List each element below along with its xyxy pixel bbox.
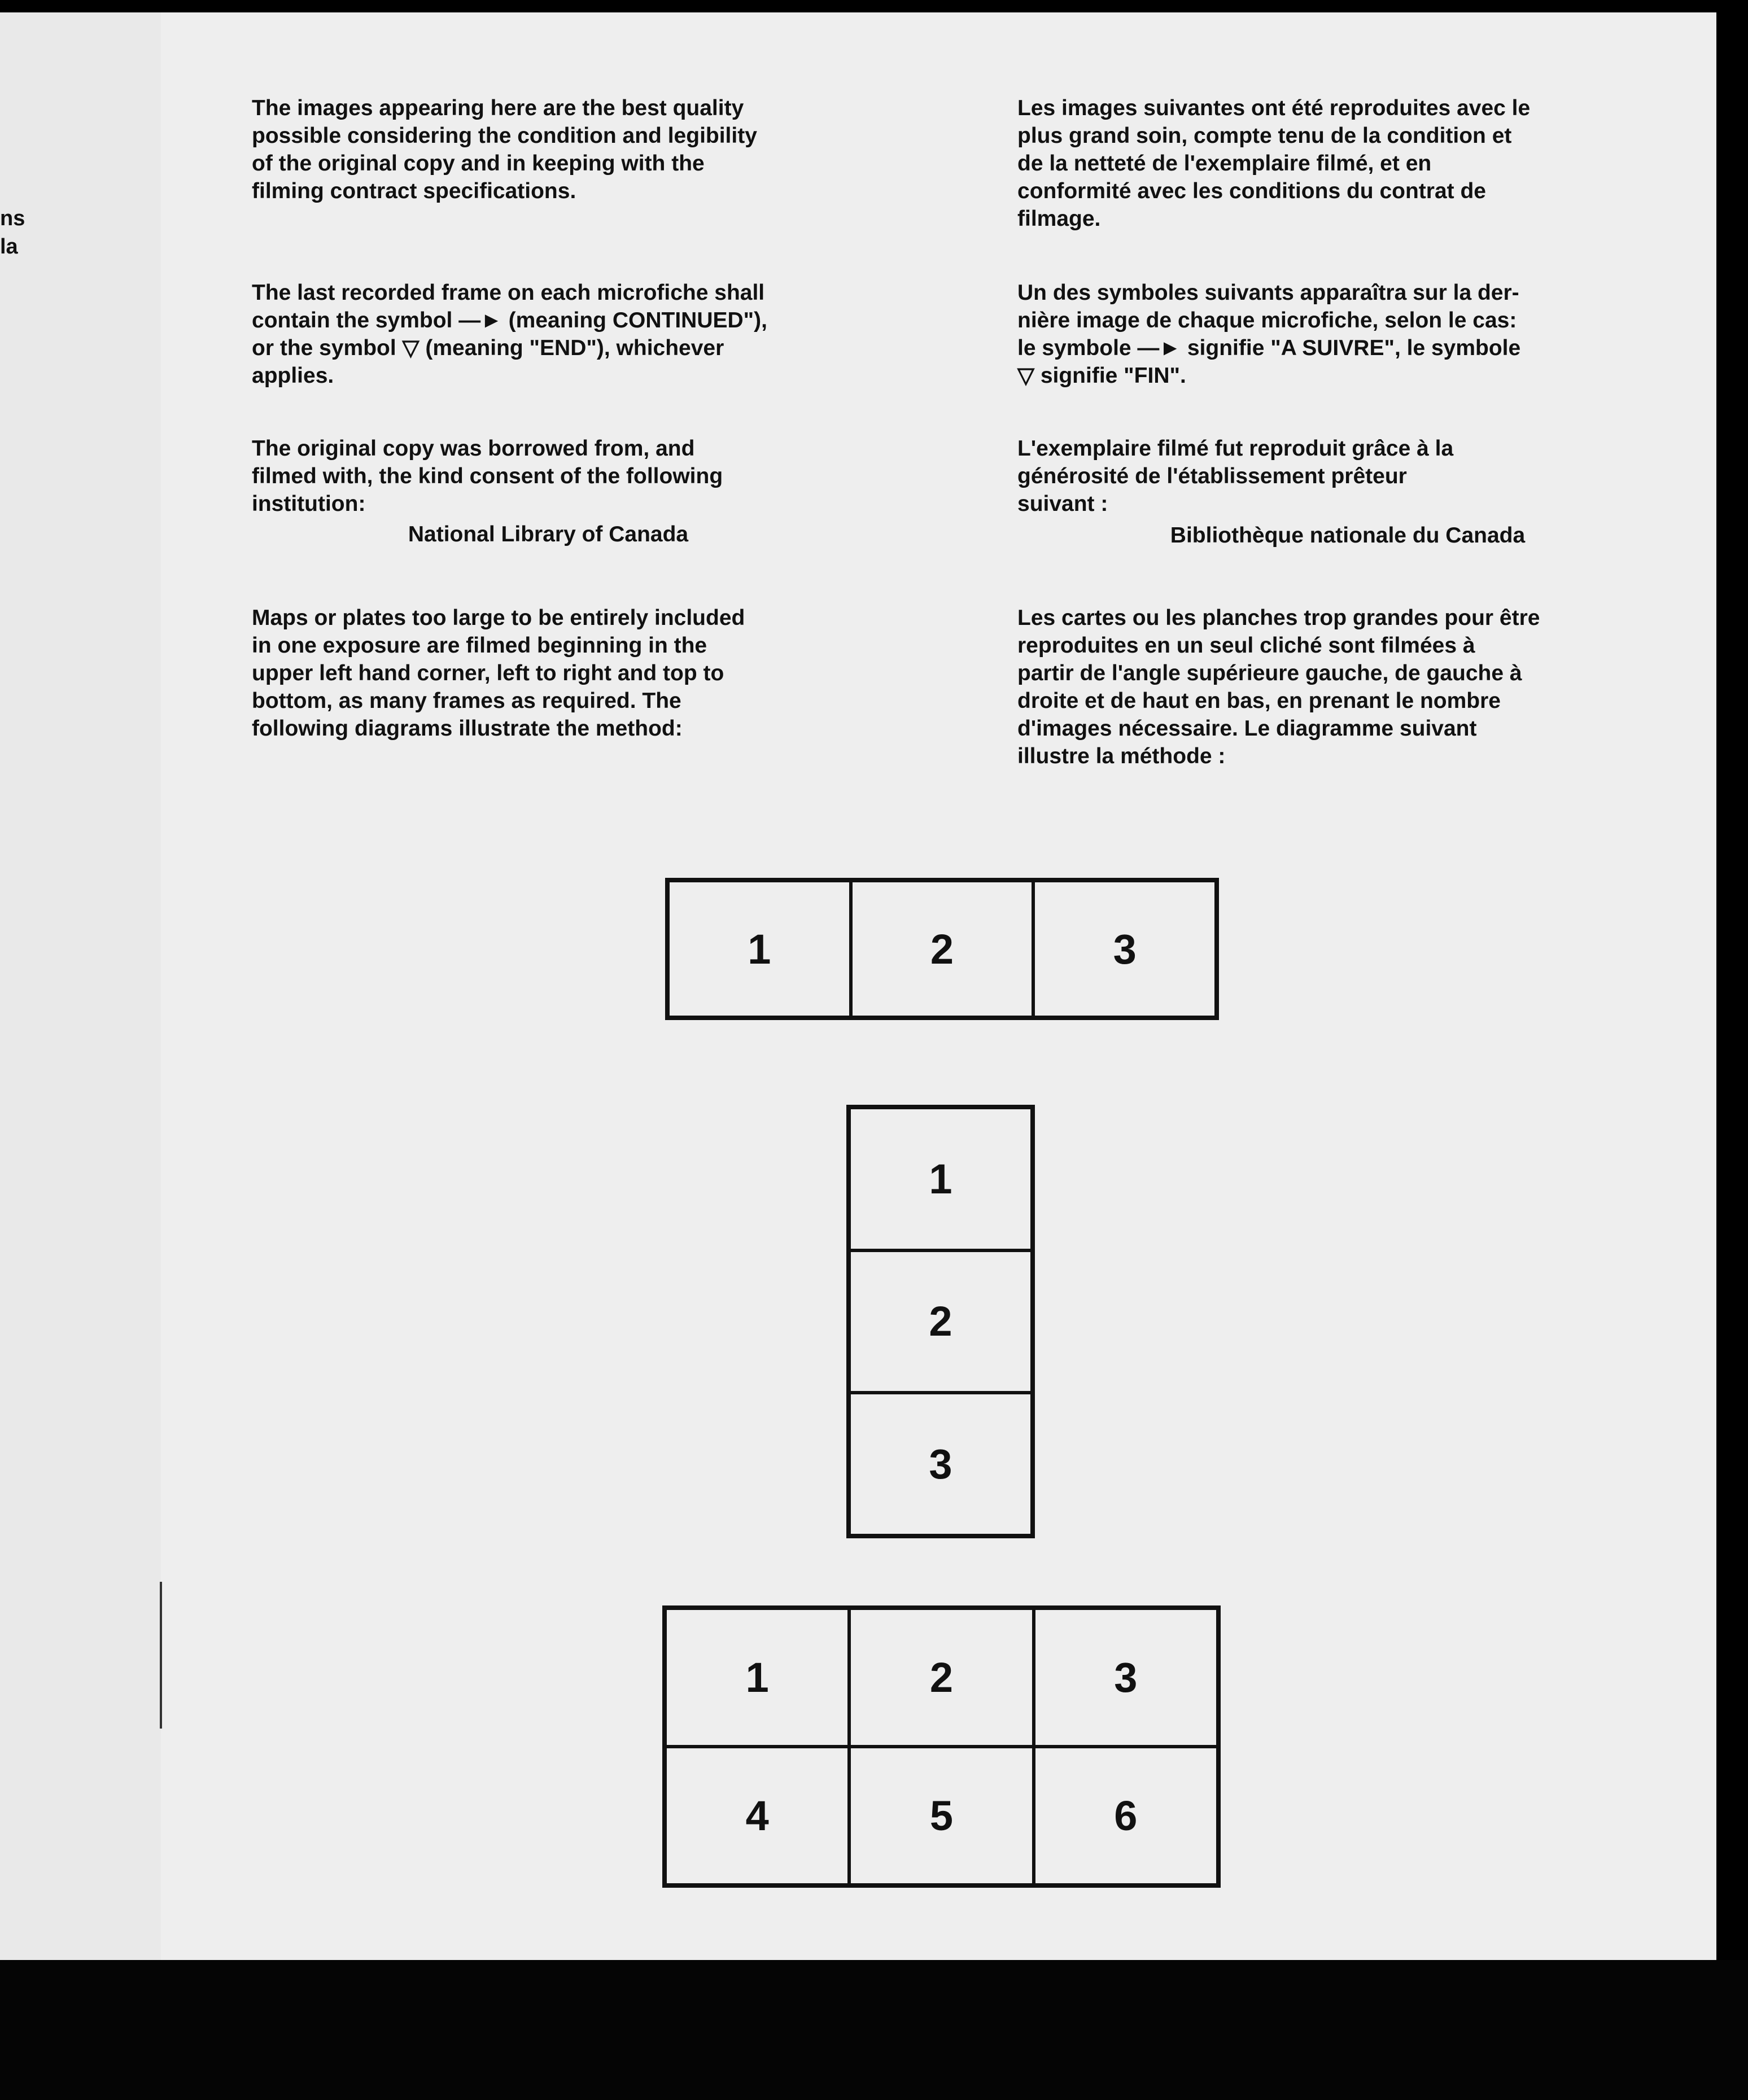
frame-cell: 3 <box>1033 881 1216 1017</box>
french-source-paragraph: L'exemplaire filmé fut reproduit grâce à la générosité de l'établissement prêteur suivant : <box>1017 436 1454 516</box>
frame-cell: 5 <box>849 1747 1033 1885</box>
frame-cell: 6 <box>1034 1747 1218 1885</box>
english-quality-paragraph: The images appearing here are the best quality possible considering the condition and legibility of the original copy and in keeping with the filming contract specifications. <box>252 96 757 203</box>
scan-border-bottom <box>0 1960 1748 2100</box>
french-institution-name: Bibliothèque nationale du Canada <box>1170 523 1526 548</box>
french-symbol-paragraph: Un des symboles suivants apparaîtra sur la der- nière image de chaque microfiche, selon le cas: le symbole —► signifie "A SUIVRE", le symbole ▽ signifie "FIN". <box>1017 281 1521 388</box>
english-symbol-paragraph: The last recorded frame on each microfiche shall contain the symbol —► (meaning CONTINUED"), or the symbol ▽ (meaning "END"), whichever applies. <box>252 281 767 388</box>
frame-cell: 2 <box>849 1608 1033 1747</box>
fragment-line: la <box>0 235 18 259</box>
french-quality-paragraph: Les images suivantes ont été reproduites avec le plus grand soin, compte tenu de la condition et de la netteté de l'exemplaire filmé, et en conformité avec les conditions du contrat de filmage. <box>1017 96 1531 231</box>
english-maps-paragraph: Maps or plates too large to be entirely included in one exposure are filmed beginning in the upper left hand corner, left to right and top to bottom, as many frames as required. The following diagrams illustrate the method: <box>252 606 745 741</box>
fragment-line: ns <box>0 207 25 230</box>
english-institution-name: National Library of Canada <box>408 522 689 546</box>
frame-cell: 2 <box>851 881 1034 1017</box>
microfiche-target-page <box>0 12 1716 1960</box>
page-fold-line <box>160 1582 162 1729</box>
french-maps-paragraph: Les cartes ou les planches trop grandes pour être reproduites en un seul cliché sont filmées à partir de l'angle supérieure gauche, de gauche à droite et de haut en bas, en prenant le nombre d'images nécessaire. Le diagramme suivant illustre la méthode : <box>1017 606 1540 768</box>
frame-cell: 4 <box>665 1747 849 1885</box>
frame-cell: 1 <box>668 881 851 1017</box>
frame-cell: 3 <box>849 1393 1032 1535</box>
english-source-paragraph: The original copy was borrowed from, and filmed with, the kind consent of the following institution: <box>252 436 723 516</box>
frame-cell: 3 <box>1034 1608 1218 1747</box>
frame-cell: 2 <box>849 1250 1032 1393</box>
previous-page-fragment <box>0 12 161 1960</box>
frame-cell: 1 <box>849 1108 1032 1250</box>
six-frame-grid-diagram <box>662 1605 1221 1888</box>
vertical-frame-diagram <box>846 1105 1035 1538</box>
horizontal-frame-diagram <box>665 878 1219 1020</box>
frame-cell: 1 <box>665 1608 849 1747</box>
